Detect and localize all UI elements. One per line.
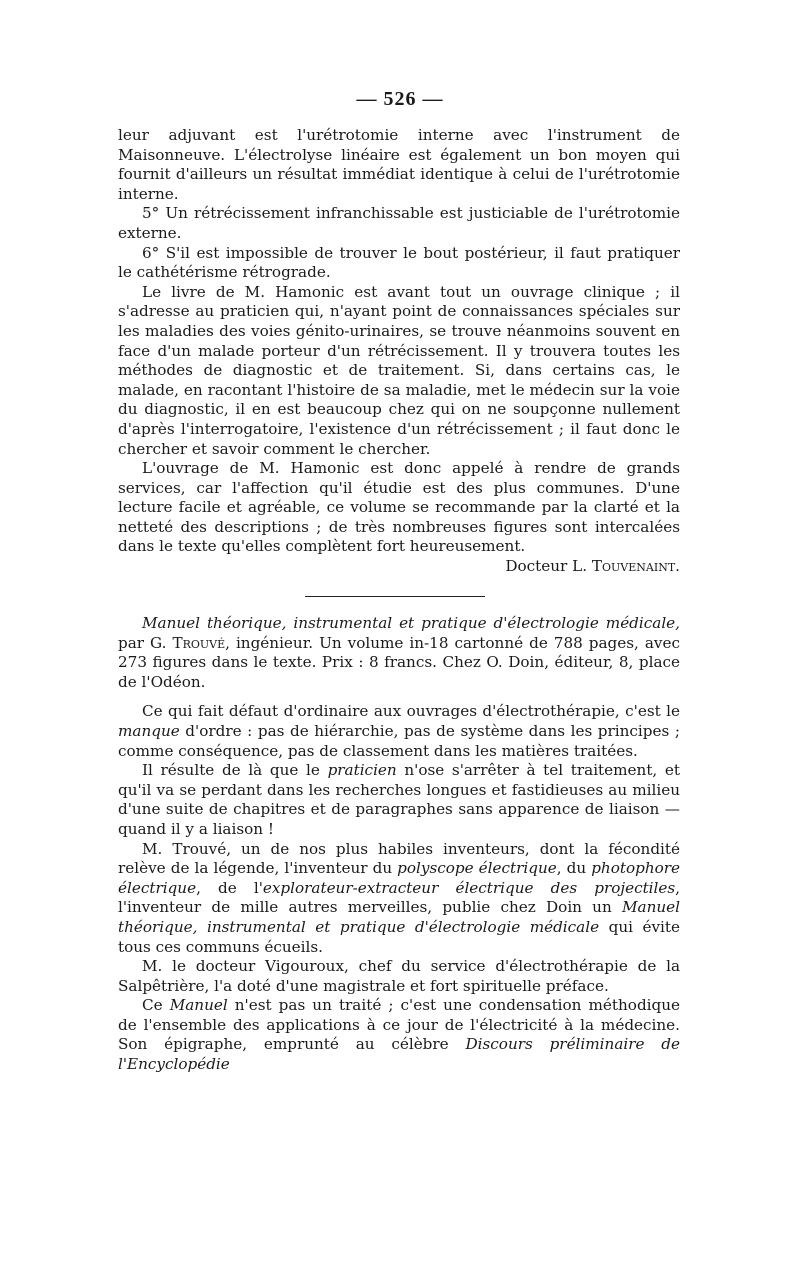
- text-run-italic: explorateur-extracteur électrique des projectiles: [262, 878, 676, 897]
- text-run-italic: polyscope électrique: [397, 859, 557, 878]
- text-run: Il résulte de là que le: [142, 761, 328, 780]
- text-run-italic: Manuel: [169, 996, 228, 1015]
- paragraph: [118, 761, 680, 839]
- text-run: n'ose s'arrêter à tel traitement, et qu'il va se perdant dans les recherches longues et fastidieuses au milieu d'une suite de chapitres et de paragraphes sans apparence de liaison — quand il y a liaison !: [118, 761, 680, 838]
- text-run: , l'inventeur de mille autres merveilles, publie chez Doin un: [118, 878, 680, 917]
- text-run-italic: manque: [118, 721, 180, 740]
- text-run-italic: Discours préliminaire de l'Encyclopédie: [118, 1035, 680, 1074]
- section-divider: [305, 596, 485, 597]
- paragraph: [118, 996, 680, 1074]
- review-trouve: [118, 614, 680, 1075]
- page-number: — 526 —: [356, 88, 444, 110]
- text-run: , du: [556, 859, 592, 878]
- paragraph: leur adjuvant est l'urétrotomie interne avec l'instrument de Maisonneuve. L'électrolyse linéaire est également un bon moyen qui fournit d'ailleurs un résultat immédiat identique à celui de l'urétrotomie interne.: [118, 126, 680, 203]
- text-run: qui évite tous ces communs écueils.: [118, 917, 680, 956]
- text-run: M. Trouvé, un de nos plus habiles inventeurs, dont la fécondité relève de la légende, l'inventeur du: [118, 839, 680, 878]
- paragraph: L'ouvrage de M. Hamonic est donc appelé à rendre de grands services, car l'affection qu'il étudie est des plus communes. D'une lecture facile et agréable, ce volume se recommande par la clarté et la netteté des descriptions ; de très nombreuses figures sont intercalées dans le texte qu'elles complètent fort heureusement.: [118, 459, 680, 556]
- text-run: , de l': [196, 878, 263, 897]
- text-run: Ce: [142, 996, 170, 1015]
- text-run-italic: Manuel théorique, instrumental et pratique d'électrologie médicale: [118, 898, 680, 936]
- text-run-italic: photophore électrique: [118, 859, 680, 897]
- paragraph: M. le docteur Vigouroux, chef du service d'électrothérapie de la Salpêtrière, l'a doté d'une magistrale et fort spirituelle préface.: [118, 957, 680, 995]
- citation-author: Trouvé: [172, 633, 226, 652]
- citation-details: , ingénieur. Un volume in-18 cartonné de 788 pages, avec 273 figures dans le texte. Prix : 8 francs. Chez O. Doin, éditeur, 8, place de l'Odéon.: [118, 633, 680, 691]
- signature-name: Touvenaint.: [591, 557, 680, 576]
- text-run: Ce qui fait défaut d'ordinaire aux ouvrages d'électrothérapie, c'est le: [142, 702, 680, 721]
- paragraph: Le livre de M. Hamonic est avant tout un ouvrage clinique ; il s'adresse au praticien qui, n'ayant point de connaissances spéciales sur les maladies des voies génito-urinaires, se trouve néanmoins souvent en face d'un malade porteur d'un rétrécissement. Il y trouvera toutes les méthodes de diagnostic et de traitement. Si, dans certains cas, le malade, en racontant l'histoire de sa maladie, met le médecin sur la voie du diagnostic, il en est beaucoup chez qui on ne soupçonne nullement d'après l'interrogatoire, l'existence d'un rétrécissement ; il faut donc le chercher et savoir comment le chercher.: [118, 282, 680, 458]
- citation-text: par G.: [118, 633, 173, 652]
- text-run: n'est pas un traité ; c'est une condensation méthodique de l'ensemble des applications à ce jour de l'électricité à la médecine. Son épigraphe, emprunté au célèbre: [118, 996, 681, 1054]
- book-title: Manuel théorique, instrumental et pratique d'électrologie médicale,: [142, 614, 680, 632]
- paragraph: 6° S'il est impossible de trouver le bout postérieur, il faut pratiquer le cathétérisme rétrograde.: [118, 243, 680, 282]
- book-citation: [118, 614, 680, 692]
- review-hamonic: [118, 126, 680, 577]
- signature-prefix: Docteur L.: [505, 557, 592, 576]
- paragraph: [118, 840, 680, 958]
- text-run: d'ordre : pas de hiérarchie, pas de système dans les principes ; comme conséquence, pas de classement dans les matières traitées.: [118, 721, 680, 760]
- paragraph: 5° Un rétrécissement infranchissable est justiciable de l'urétrotomie externe.: [118, 204, 680, 242]
- paragraph: [118, 702, 680, 761]
- signature: [118, 557, 680, 577]
- text-run-italic: praticien: [327, 761, 397, 780]
